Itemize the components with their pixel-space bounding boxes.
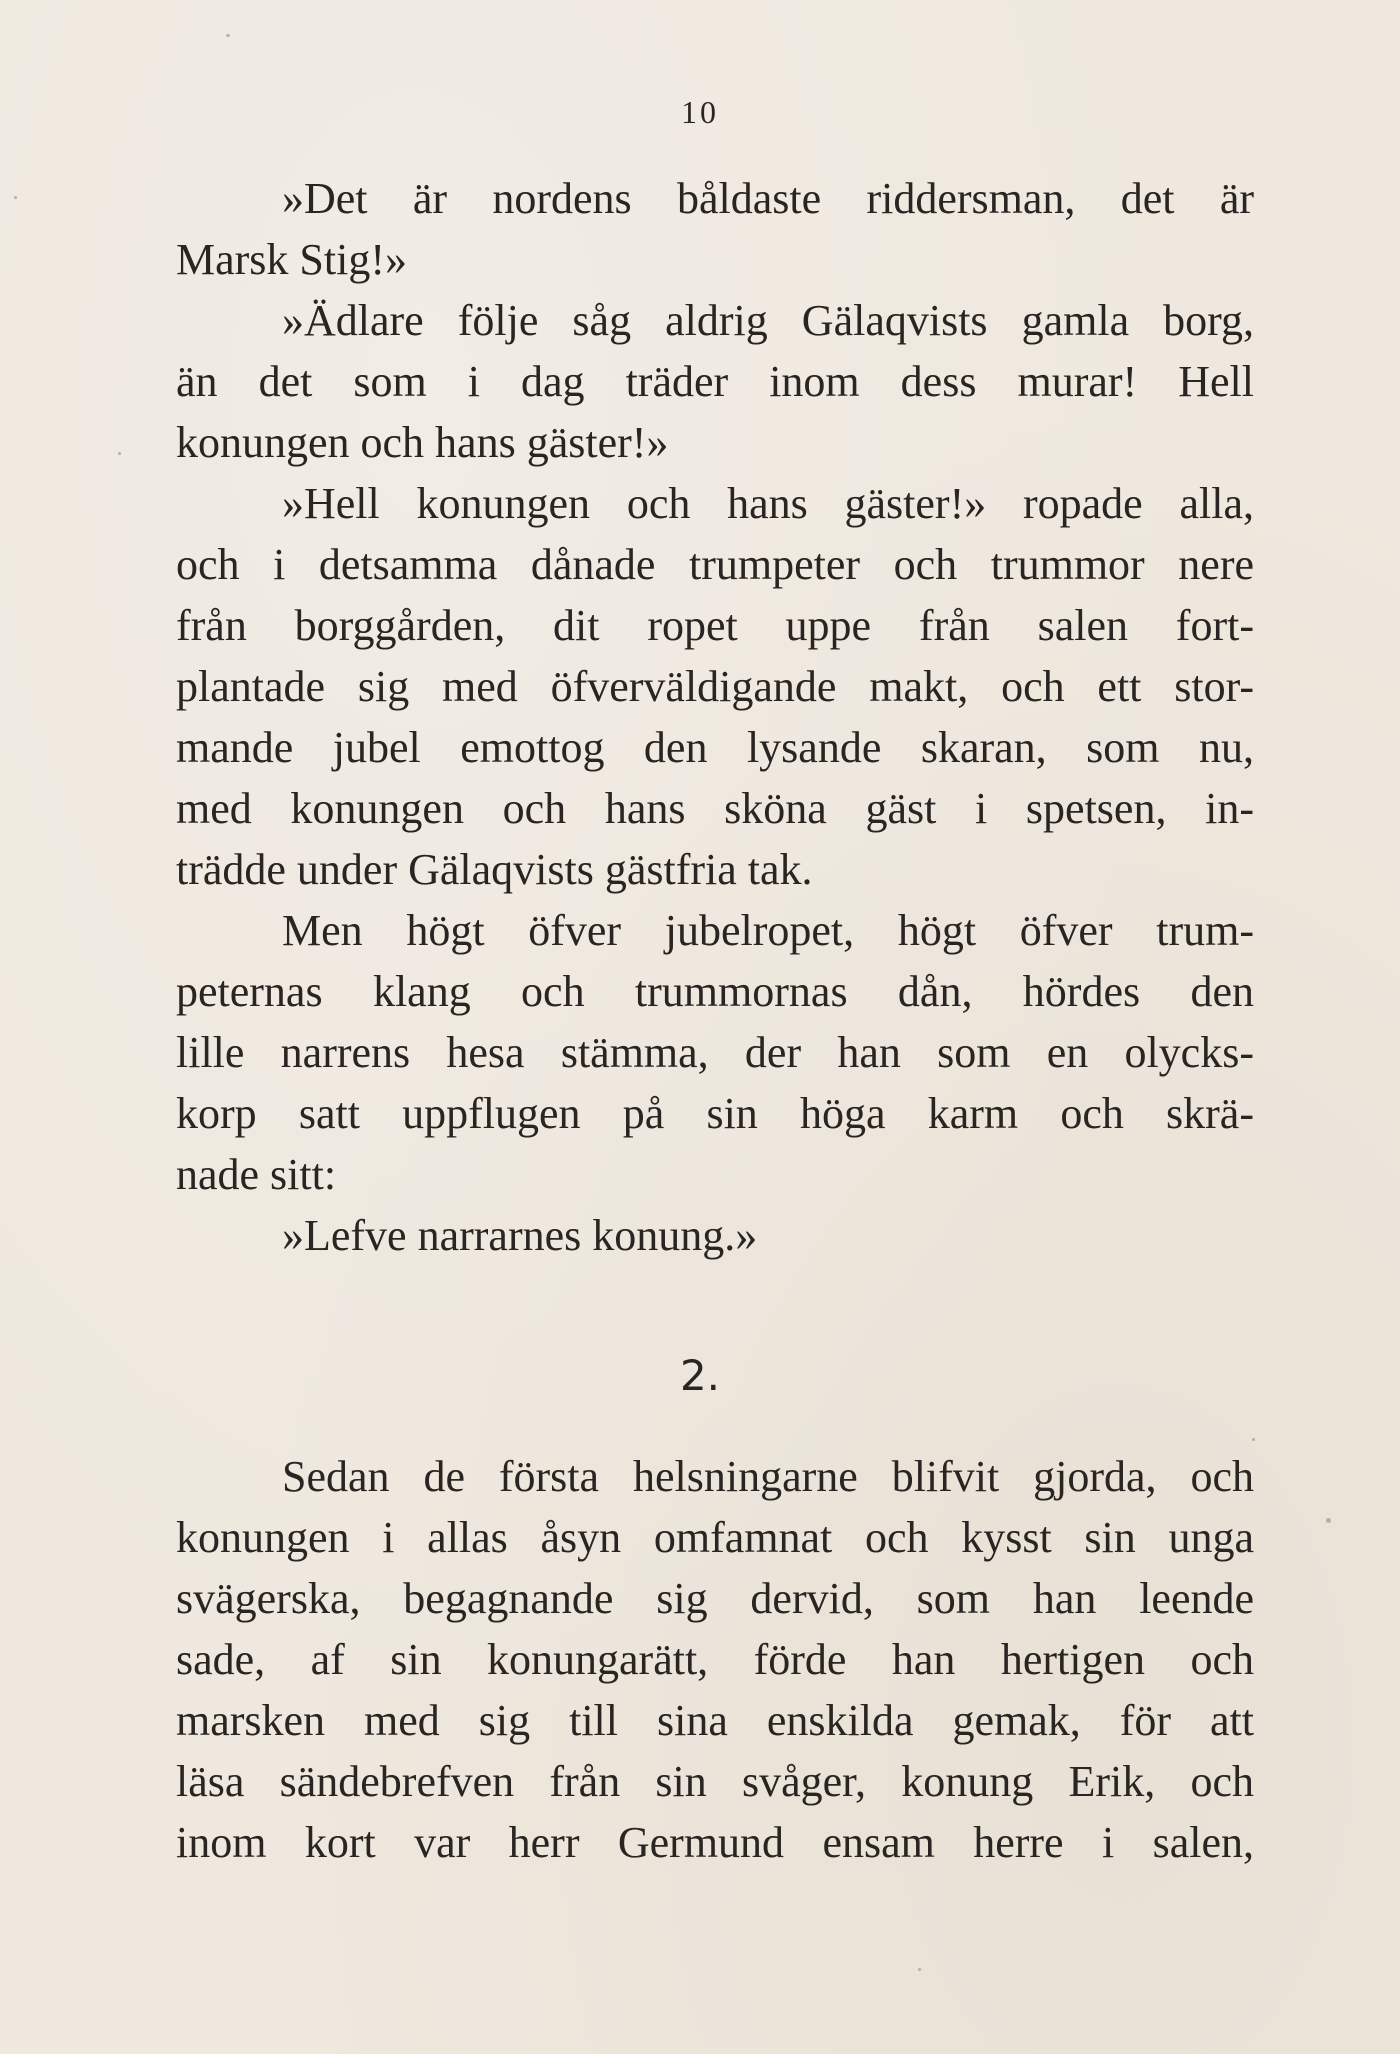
text-line: konungen i allas åsyn omfamnat och kysst sin unga (176, 1513, 1254, 1562)
section-heading: 2. (679, 1351, 721, 1400)
text-line: »Det är nordens båldaste riddersman, det är (282, 174, 1254, 223)
text-line: svägerska, begagnande sig dervid, som han leende (176, 1574, 1254, 1623)
paper-speck (1252, 1438, 1255, 1441)
paragraph-6 (176, 1446, 1254, 1873)
paragraph-5 (176, 1205, 1254, 1266)
text-block-bottom (176, 1446, 1254, 1873)
text-line: sade, af sin konungarätt, förde han hertigen och (176, 1635, 1254, 1684)
text-line: Sedan de första helsningarne blifvit gjorda, och (282, 1452, 1254, 1501)
text-line: Marsk Stig!» (176, 235, 407, 284)
text-line: »Hell konungen och hans gäster!» ropade alla, (282, 479, 1254, 528)
paragraph-4 (176, 900, 1254, 1205)
paper-speck (918, 1968, 921, 1971)
paper-speck (14, 196, 17, 199)
paragraph-1 (176, 168, 1254, 290)
text-block-top (176, 168, 1254, 1266)
text-line: från borggården, dit ropet uppe från salen fort- (176, 601, 1254, 650)
text-line: plantade sig med öfverväldigande makt, och ett stor- (176, 662, 1254, 711)
text-line: och i detsamma dånade trumpeter och trummor nere (176, 540, 1254, 589)
paper-speck (118, 452, 121, 455)
text-line: marsken med sig till sina enskilda gemak, för att (176, 1696, 1254, 1745)
text-line: »Ädlare följe såg aldrig Gälaqvists gamla borg, (282, 296, 1254, 345)
text-line: lille narrens hesa stämma, der han som en olycks- (176, 1028, 1254, 1077)
text-line: än det som i dag träder inom dess murar! Hell (176, 357, 1254, 406)
paper-speck (226, 34, 230, 37)
text-line: läsa sändebrefven från sin svåger, konung Erik, och (176, 1757, 1254, 1806)
paragraph-3 (176, 473, 1254, 900)
text-line: Men högt öfver jubelropet, högt öfver trum- (282, 906, 1254, 955)
paragraph-2 (176, 290, 1254, 473)
text-line: konungen och hans gäster!» (176, 418, 669, 467)
text-line: trädde under Gälaqvists gästfria tak. (176, 845, 813, 894)
text-line: »Lefve narrarnes konung.» (282, 1211, 758, 1260)
text-line: med konungen och hans sköna gäst i spetsen, in- (176, 784, 1254, 833)
paper-speck (1326, 1518, 1331, 1523)
text-line: korp satt uppflugen på sin höga karm och skrä- (176, 1089, 1254, 1138)
text-line: peternas klang och trummornas dån, hördes den (176, 967, 1254, 1016)
page-number: 10 (681, 94, 719, 130)
text-line: nade sitt: (176, 1150, 337, 1199)
text-line: inom kort var herr Germund ensam herre i salen, (176, 1818, 1254, 1867)
text-line: mande jubel emottog den lysande skaran, som nu, (176, 723, 1254, 772)
